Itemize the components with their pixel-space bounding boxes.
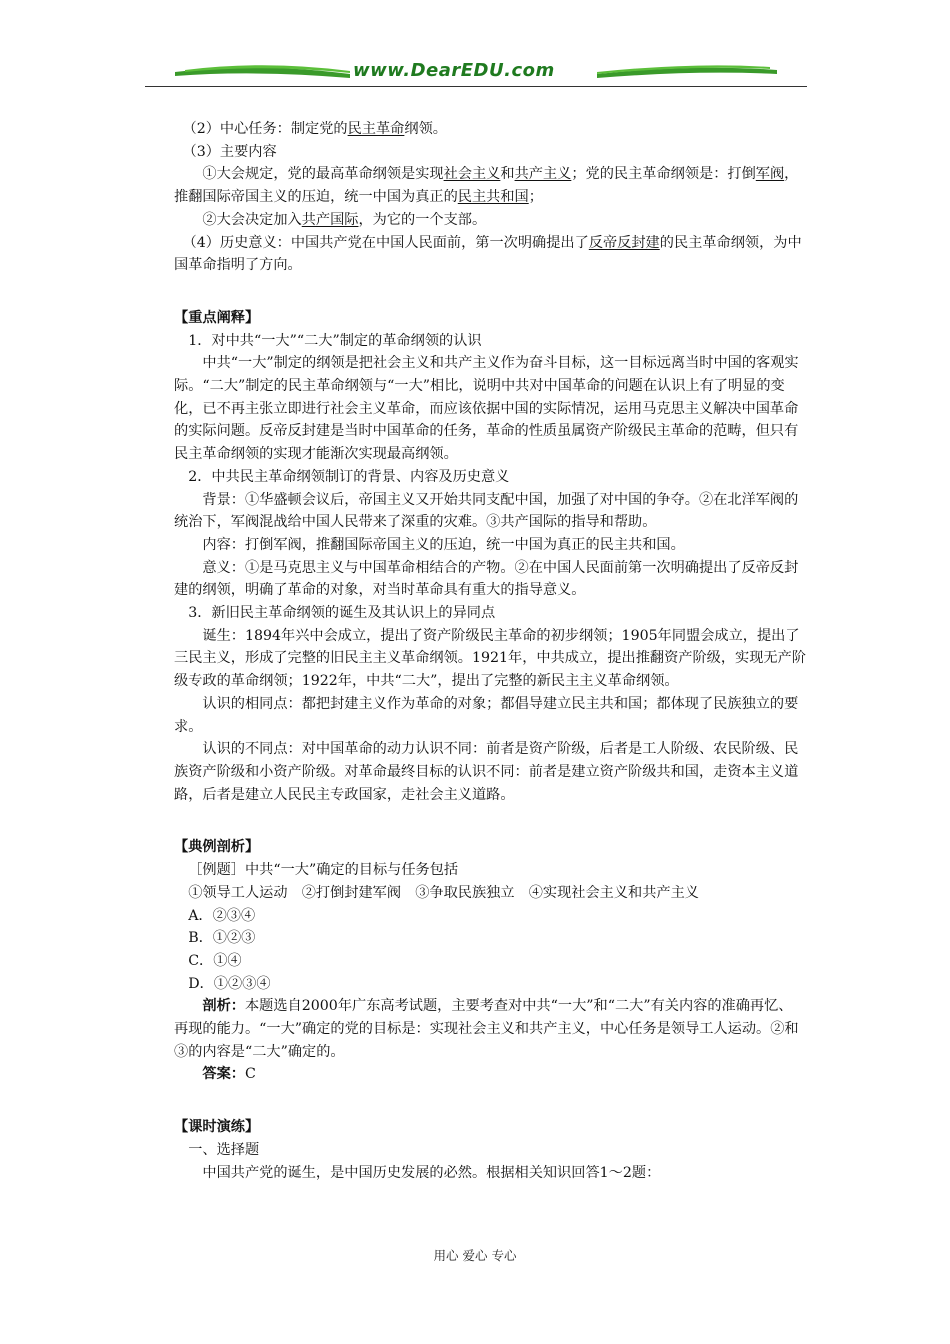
similarities-paragraph: 认识的相同点：都把封建主义作为革命的对象；都倡导建立民主共和国；都体现了民族独立的要求。	[174, 695, 799, 735]
site-logo-text: www.DearEDU.com	[353, 60, 555, 81]
practice-intro: 中国共产党的诞生，是中国历史发展的必然。根据相关知识回答1～2题：	[202, 1164, 661, 1181]
page-header	[145, 58, 807, 92]
content-paragraph: 内容：打倒军阀，推翻国际帝国主义的压迫，统一中国为真正的民主共和国。	[202, 536, 685, 553]
key-point-3-title: 3．新旧民主革命纲领的诞生及其认识上的异同点	[188, 605, 496, 622]
answer-line: 答案：C	[202, 1066, 256, 1083]
significance-paragraph: （4）历史意义：中国共产党在中国人民面前，第一次明确提出了反帝反封建的民主革命纲领，为中国革命指明了方向。	[174, 234, 802, 274]
birth-paragraph: 诞生：1894年兴中会成立，提出了资产阶级民主革命的初步纲领；1905年同盟会成立，提出了三民主义，形成了完整的旧民主主义革命纲领。1921年，中共成立，提出推翻资产阶级，实现无产阶级专政的革命纲领；1922年，中共“二大”，提出了完整的新民主主义革命纲领。	[174, 627, 806, 690]
practice-subheading: 一、选择题	[188, 1141, 260, 1158]
main-content-label: （3）主要内容	[182, 143, 277, 160]
example-question: ［例题］中共“一大”确定的目标与任务包括	[188, 862, 459, 879]
option-c: C．①④	[188, 952, 242, 969]
program-paragraph: ①大会规定，党的最高革命纲领是实现社会主义和共产主义；党的民主革命纲领是：打倒军阀，推翻国际帝国主义的压迫，统一中国为真正的民主共和国；	[174, 166, 799, 206]
key-point-2-title: 2．中共民主革命纲领制订的背景、内容及历史意义	[188, 468, 510, 485]
key-points-heading: 【重点阐释】	[174, 309, 260, 326]
option-a: A．②③④	[188, 907, 256, 924]
option-b: B．①②③	[188, 930, 256, 947]
key-point-1-text: 中共“一大”制定的纲领是把社会主义和共产主义作为奋斗目标，这一目标远离当时中国的客观实际。“二大”制定的民主革命纲领与“一大”相比，说明中共对中国革命的问题在认识上有了明显的变化，已不再主张立即进行社会主义革命，而应该依据中国的实际情况，运用马克思主义解决中国革命的实际问题。反帝反封建是当时中国革命的任务，革命的性质虽属资产阶级民主革命的范畴，但只有民主革命纲领的实现才能渐次实现最高纲领。	[174, 355, 799, 463]
page-footer: 用心 爱心 专心	[433, 1248, 517, 1263]
meaning-paragraph: 意义：①是马克思主义与中国革命相结合的产物。②在中国人民面前第一次明确提出了反帝反封建的纲领，明确了革命的对象，对当时革命具有重大的指导意义。	[174, 559, 799, 599]
example-heading: 【典例剖析】	[174, 839, 260, 856]
analysis-paragraph: 剖析：本题选自2000年广东高考试题，主要考查对中共“一大”和“二大”有关内容的准确再忆、再现的能力。“一大”确定的党的目标是：实现社会主义和共产主义，中心任务是领导工人运动。②和③的内容是“二大”确定的。	[174, 998, 799, 1060]
example-items: ①领导工人运动 ②打倒封建军阀 ③争取民族独立 ④实现社会主义和共产主义	[188, 884, 699, 901]
key-point-1-title: 1．对中共“一大”“二大”制定的革命纲领的认识	[188, 332, 482, 349]
differences-paragraph: 认识的不同点：对中国革命的动力认识不同：前者是资产阶级，后者是工人阶级、农民阶级、民族资产阶级和小资产阶级。对革命最终目标的认识不同：前者是建立资产阶级共和国，走资本主义道路，后者是建立人民民主专政国家，走社会主义道路。	[174, 741, 799, 803]
document-body	[174, 118, 806, 1184]
header-rule	[145, 86, 807, 87]
practice-heading: 【课时演练】	[174, 1119, 260, 1136]
background-paragraph: 背景：①华盛顿会议后，帝国主义又开始共同支配中国，加强了对中国的争夺。②在北洋军阀的统治下，军阀混战给中国人民带来了深重的灾难。③共产国际的指导和帮助。	[174, 491, 799, 531]
central-task-line: （2）中心任务：制定党的民主革命纲领。	[182, 121, 447, 137]
comintern-paragraph: ②大会决定加入共产国际，为它的一个支部。	[202, 211, 487, 228]
option-d: D．①②③④	[188, 975, 271, 992]
